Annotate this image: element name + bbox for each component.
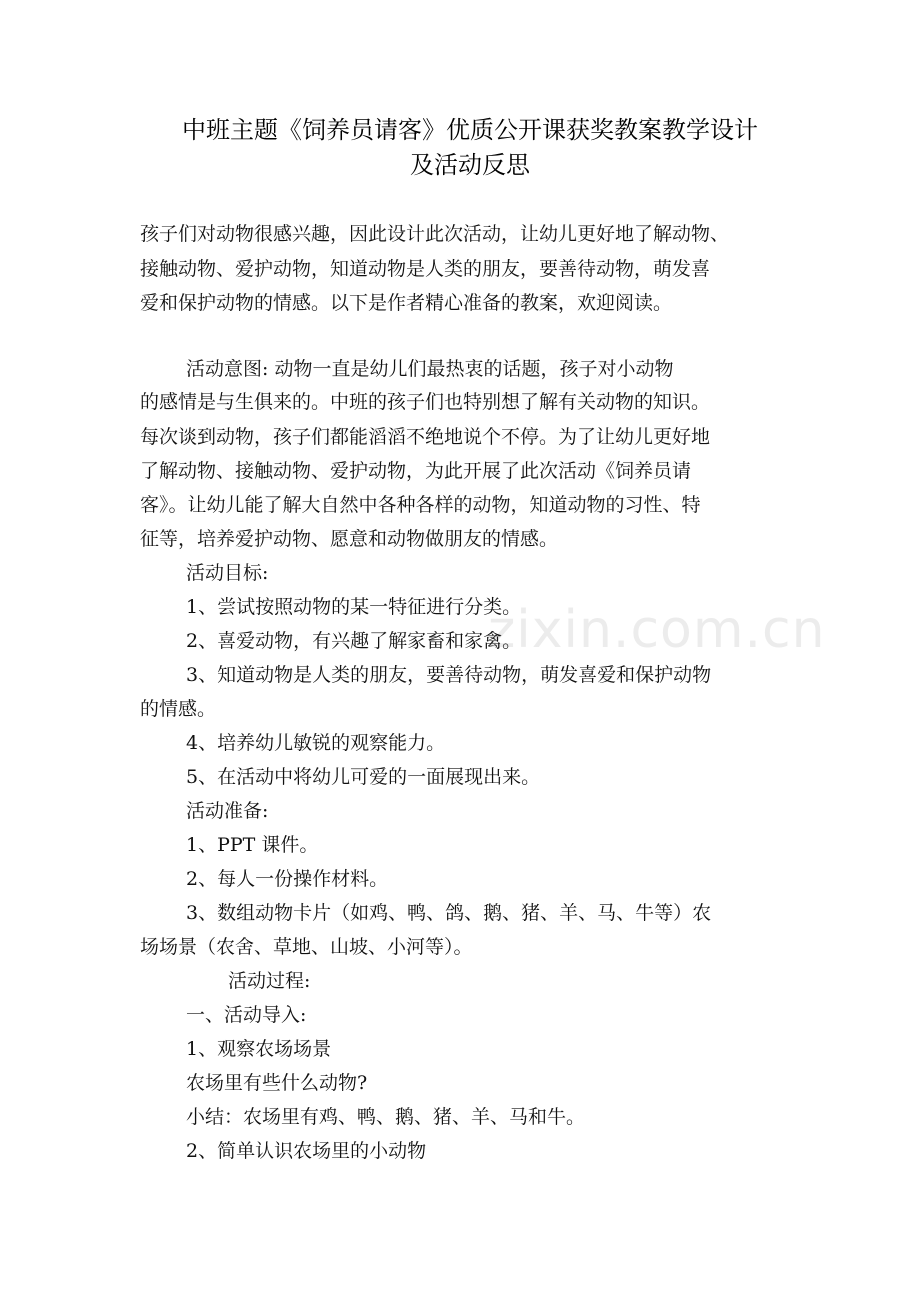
prep-item-1: 1、PPT 课件。: [186, 834, 319, 856]
intro-line-2: 接触动物、爱护动物，知道动物是人类的朋友，要善待动物，萌发喜: [140, 258, 711, 280]
goal-item-1: 1、尝试按照动物的某一特征进行分类。: [186, 596, 522, 618]
process-question: 农场里有些什么动物?: [186, 1072, 368, 1094]
intent-line-3: 每次谈到动物，孩子们都能滔滔不绝地说个不停。为了让幼儿更好地: [140, 426, 711, 448]
document-title-line-2: 及活动反思: [410, 151, 530, 179]
intent-line-6: 征等，培养爱护动物、愿意和动物做朋友的情感。: [140, 528, 559, 550]
process-heading: 活动过程:: [228, 970, 311, 992]
goal-item-3-cont: 的情感。: [140, 698, 217, 720]
prep-item-3-cont: 场场景（农舍、草地、山坡、小河等）。: [140, 936, 473, 958]
intent-line-1: 活动意图: 动物一直是幼儿们最热衷的话题，孩子对小动物: [186, 358, 674, 380]
intro-line-3: 爱和保护动物的情感。以下是作者精心准备的教案，欢迎阅读。: [140, 292, 673, 314]
intent-line-5: 客》。让幼儿能了解大自然中各种各样的动物，知道动物的习性、特: [140, 494, 701, 516]
intent-line-4: 了解动物、接触动物、爱护动物，为此开展了此次活动《饲养员请: [140, 460, 692, 482]
process-step-1: 1、观察农场场景: [186, 1038, 332, 1060]
prep-item-3: 3、数组动物卡片（如鸡、鸭、鸽、鹅、猪、羊、马、牛等）农: [186, 902, 712, 924]
goal-item-3: 3、知道动物是人类的朋友，要善待动物，萌发喜爱和保护动物: [186, 664, 712, 686]
prep-heading: 活动准备:: [186, 800, 269, 822]
goal-item-4: 4、培养幼儿敏锐的观察能力。: [186, 732, 446, 754]
goal-item-2: 2、喜爱动物，有兴趣了解家畜和家禽。: [186, 630, 522, 652]
watermark: zixin.com.cn: [488, 600, 826, 660]
process-summary: 小结：农场里有鸡、鸭、鹅、猪、羊、马和牛。: [186, 1106, 586, 1128]
document-title-line-1: 中班主题《饲养员请客》优质公开课获奖教案教学设计: [182, 116, 758, 144]
intent-line-2: 的感情是与生俱来的。中班的孩子们也特别想了解有关动物的知识。: [140, 391, 711, 413]
prep-item-2: 2、每人一份操作材料。: [186, 868, 389, 890]
process-step-2: 2、简单认识农场里的小动物: [186, 1140, 427, 1162]
goals-heading: 活动目标:: [186, 562, 269, 584]
goal-item-5: 5、在活动中将幼儿可爱的一面展现出来。: [186, 766, 541, 788]
intro-line-1: 孩子们对动物很感兴趣，因此设计此次活动，让幼儿更好地了解动物、: [140, 223, 730, 245]
process-section-1: 一、活动导入:: [186, 1004, 307, 1026]
